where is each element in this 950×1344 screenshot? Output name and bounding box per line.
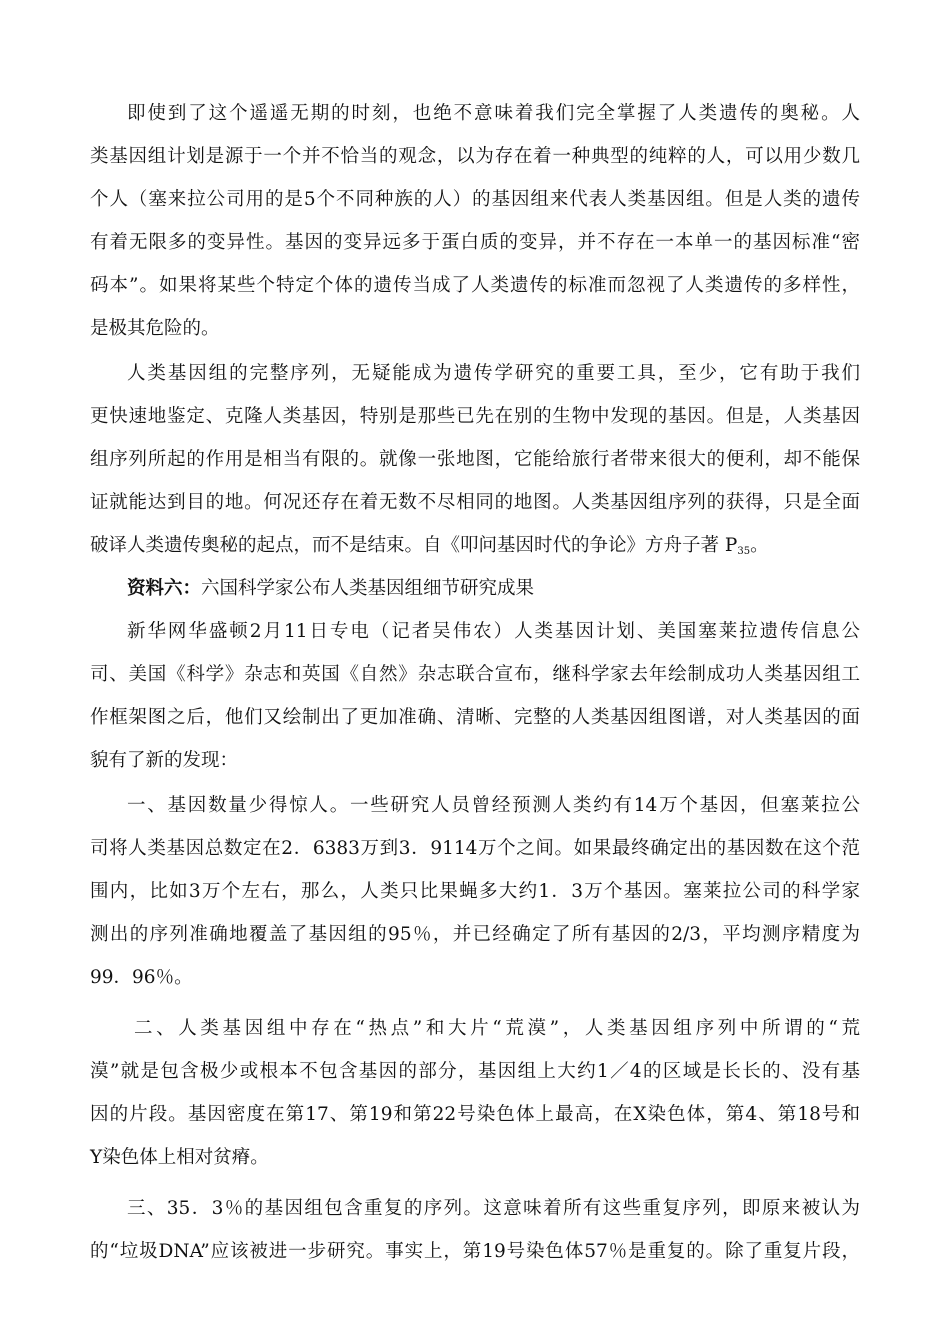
text-line: 人类基因组的完整序列，无疑能成为遗传学研究的重要工具，至少，它有助于我们 — [127, 363, 860, 384]
text-line: 组序列所起的作用是相当有限的。就像一张地图，它能给旅行者带来很大的便利，却不能保 — [90, 449, 860, 470]
paragraph-4 — [90, 788, 860, 1003]
section-heading-label: 资料六： — [127, 578, 202, 599]
text-line: 更快速地鉴定、克隆人类基因，特别是那些已先在别的生物中发现的基因。但是，人类基因 — [90, 406, 860, 427]
text-line: 因的片段。基因密度在第17、第19和第22号染色体上最高，在X染色体，第4、第18号和 — [90, 1104, 860, 1125]
text-line: 有着无限多的变异性。基因的变异远多于蛋白质的变异，并不存在一本单一的基因标准“密 — [90, 232, 860, 253]
text-line: 测出的序列准确地覆盖了基因组的95％，并已经确定了所有基因的2/3，平均测序精度为 — [90, 924, 860, 945]
paragraph-1 — [90, 96, 860, 354]
text-line: Y染色体上相对贫瘠。 — [90, 1147, 269, 1168]
text-line: 类基因组计划是源于一个并不恰当的观念，以为存在着一种典型的纯粹的人，可以用少数几 — [90, 146, 860, 167]
paragraph-6 — [90, 1191, 860, 1277]
text-line: 一、基因数量少得惊人。一些研究人员曾经预测人类约有14万个基因，但塞莱拉公 — [127, 795, 860, 816]
text-line: 的“垃圾DNA”应该被进一步研究。事实上，第19号染色体57％是重复的。除了重复片段， — [90, 1241, 860, 1262]
text-line: 即使到了这个遥遥无期的时刻，也绝不意味着我们完全掌握了人类遗传的奥秘。人 — [127, 103, 860, 124]
section-heading-text: 六国科学家公布人类基因组细节研究成果 — [201, 578, 535, 599]
text-line: 是极其危险的。 — [90, 318, 220, 339]
text-line: 99．96％。 — [90, 967, 193, 988]
text-line: 二、人类基因组中存在“热点”和大片“荒漠”，人类基因组序列中所谓的“荒 — [134, 1018, 860, 1039]
text-line: 个人（塞来拉公司用的是5个不同种族的人）的基因组来代表人类基因组。但是人类的遗传 — [90, 189, 860, 210]
text-line: 证就能达到目的地。何况还存在着无数不尽相同的地图。人类基因组序列的获得，只是全面 — [90, 492, 860, 513]
section-heading — [90, 571, 860, 614]
paragraph-3 — [90, 614, 860, 786]
text-line: 三、35．3％的基因组包含重复的序列。这意味着所有这些重复序列，即原来被认为 — [127, 1198, 860, 1219]
paragraph-2 — [90, 356, 860, 571]
text-line — [90, 528, 860, 571]
text-line: 司将人类基因总数定在2．6383万到3．9114万个之间。如果最终确定出的基因数在这个范 — [90, 838, 860, 859]
text-line: 貌有了新的发现： — [90, 750, 239, 771]
text-line: 新华网华盛顿2月11日专电（记者吴伟农）人类基因计划、美国塞莱拉遗传信息公 — [127, 621, 860, 642]
text-line: 围内，比如3万个左右，那么，人类只比果蝇多大约1．3万个基因。塞莱拉公司的科学家 — [90, 881, 860, 902]
text-line: 作框架图之后，他们又绘制出了更加准确、清晰、完整的人类基因组图谱，对人类基因的面 — [90, 707, 860, 728]
paragraph-5 — [90, 1011, 860, 1183]
text-line-ending: 。 — [750, 535, 769, 556]
text-line: 司、美国《科学》杂志和英国《自然》杂志联合宣布，继科学家去年绘制成功人类基因组工 — [90, 664, 860, 685]
page-ref-subscript: 35 — [737, 546, 751, 557]
document-body — [90, 96, 860, 1277]
text-line: 漠”就是包含极少或根本不包含基因的部分，基因组上大约1／4的区域是长长的、没有基 — [90, 1061, 860, 1082]
text-line-content: 破译人类遗传奥秘的起点，而不是结束。自《叩问基因时代的争论》方舟子著 P — [90, 535, 738, 556]
text-line: 码本”。如果将某些个特定个体的遗传当成了人类遗传的标准而忽视了人类遗传的多样性， — [90, 275, 860, 296]
